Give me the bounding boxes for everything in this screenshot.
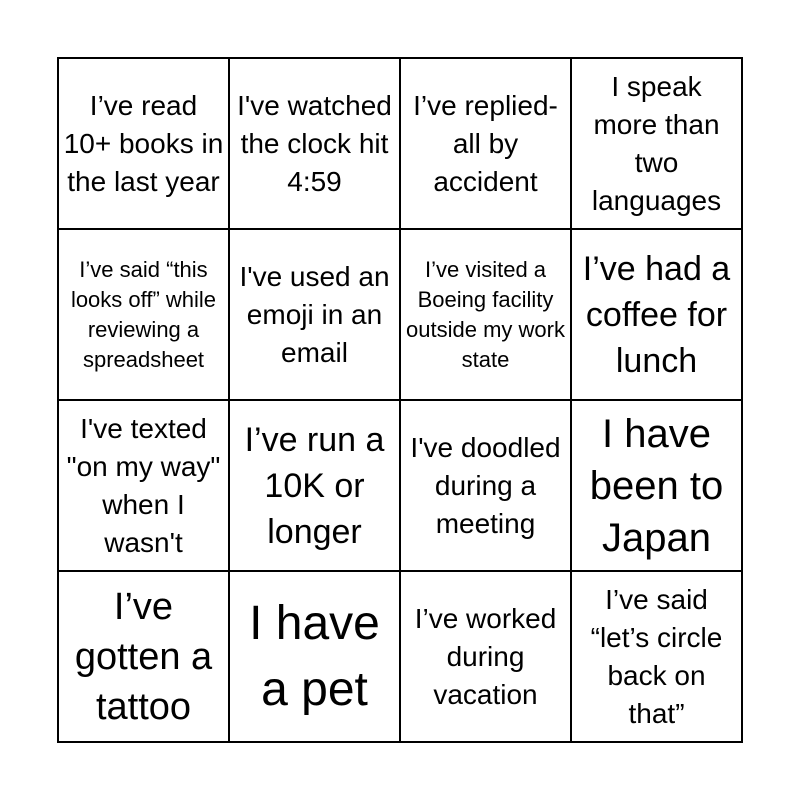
bingo-cell-3[interactable] <box>401 59 572 230</box>
cell-text: I’ve replied-all by accident <box>413 89 558 197</box>
cell-text: I’ve read 10+ books in the last year <box>63 89 224 197</box>
cell-text: I’ve gotten a tattoo <box>74 585 213 728</box>
cell-text: I have a pet <box>249 596 380 716</box>
bingo-cell-2[interactable] <box>230 59 401 230</box>
bingo-cell-9[interactable] <box>59 401 230 572</box>
bingo-cell-10[interactable] <box>230 401 401 572</box>
cell-text: I've used an emoji in an email <box>239 260 390 368</box>
cell-text: I have been to Japan <box>589 411 724 560</box>
bingo-cell-13[interactable] <box>59 572 230 743</box>
bingo-cell-1[interactable] <box>59 59 230 230</box>
cell-text: I’ve had a coffee for lunch <box>582 249 731 380</box>
bingo-cell-8[interactable] <box>572 230 743 401</box>
bingo-cell-14[interactable] <box>230 572 401 743</box>
cell-text: I've texted "on my way" when I wasn't <box>66 412 221 558</box>
bingo-board <box>57 57 743 743</box>
bingo-cell-12[interactable] <box>572 401 743 572</box>
cell-text: I’ve run a 10K or longer <box>244 420 385 551</box>
cell-text: I’ve worked during vacation <box>414 602 557 710</box>
cell-text: I've doodled during a meeting <box>410 431 561 539</box>
bingo-cell-4[interactable] <box>572 59 743 230</box>
cell-text: I’ve visited a Boeing facility outside my work state <box>406 256 565 372</box>
cell-text: I've watched the clock hit 4:59 <box>237 89 392 197</box>
bingo-cell-6[interactable] <box>230 230 401 401</box>
cell-text: I’ve said “this looks off” while reviewing a spreadsheet <box>70 256 217 372</box>
bingo-cell-15[interactable] <box>401 572 572 743</box>
cell-text: I speak more than two languages <box>591 70 722 216</box>
bingo-cell-16[interactable] <box>572 572 743 743</box>
bingo-cell-11[interactable] <box>401 401 572 572</box>
cell-text: I’ve said “let’s circle back on that” <box>590 583 723 729</box>
bingo-cell-7[interactable] <box>401 230 572 401</box>
bingo-cell-5[interactable] <box>59 230 230 401</box>
